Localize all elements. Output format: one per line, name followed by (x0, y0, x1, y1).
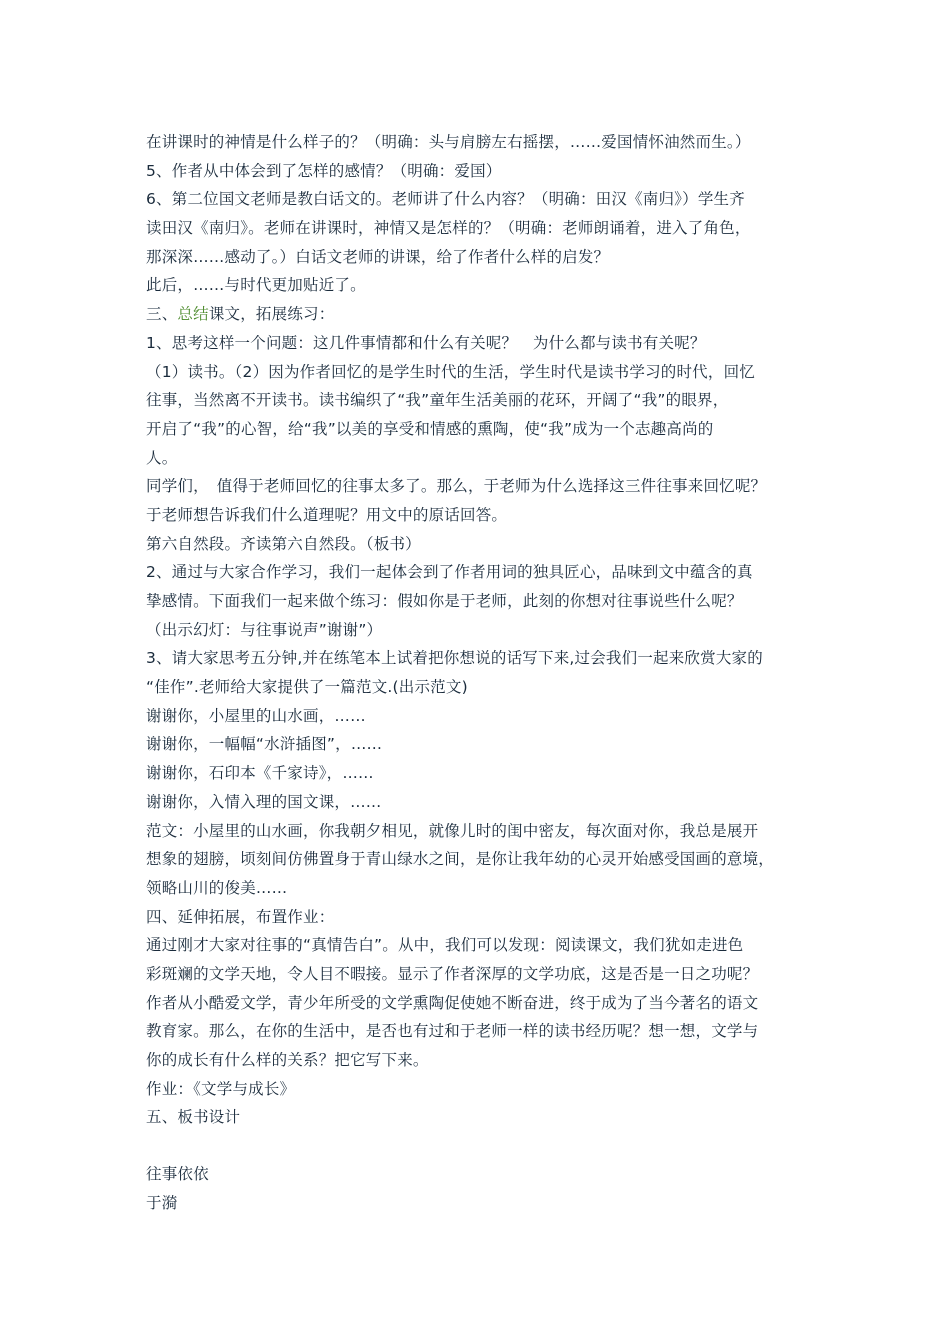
text-line: 第六自然段。齐读第六自然段。（板书） (146, 534, 421, 553)
text-line: （出示幻灯：与往事说声”谢谢”） (146, 620, 383, 639)
text-line: 挚感情。下面我们一起来做个练习：假如你是于老师，此刻的你想对往事说些什么呢？ (146, 592, 743, 610)
text-line: 领略山川的俊美…… (146, 878, 288, 897)
text-line: 范文：小屋里的山水画，你我朝夕相见，就像儿时的闺中密友，每次面对你，我总是展开 (146, 821, 759, 840)
text-line: 那深深……感动了。）白话文老师的讲课，给了作者什么样的启发？ (146, 247, 610, 266)
board-design (146, 1160, 816, 1217)
text-line: 谢谢你，一幅幅“水浒插图”，…… (146, 735, 383, 754)
text-line: 人。 (146, 448, 178, 467)
text-line: 于老师想告诉我们什么道理呢？用文中的原话回答。 (146, 505, 508, 524)
text-line: 在讲课时的神情是什么样子的？（明确：头与肩膀左右摇摆，……爱国情怀油然而生。） (146, 133, 751, 151)
text-line: 读田汉《南归》。老师在讲课时，神情又是怎样的？（明确：老师朗诵着，进入了角色， (146, 219, 751, 238)
text-line: （1）读书。（2）因为作者回忆的是学生时代的生活，学生时代是读书学习的时代，回忆 (146, 362, 755, 381)
text-line: 3、请大家思考五分钟,并在练笔本上试着把你想说的话写下来,过会我们一起来欣赏大家的 (146, 649, 763, 668)
text-line: 你的成长有什么样的关系？把它写下来。 (146, 1051, 429, 1069)
highlighted-word: 总结 (177, 305, 209, 324)
board-author: 于漪 (146, 1193, 178, 1212)
text-line: “佳作”.老师给大家提供了一篇范文.(出示范文) (146, 678, 468, 697)
text-line: 作者从小酷爱文学，青少年所受的文学熏陶促使她不断奋进，终于成为了当今著名的语文 (146, 993, 759, 1012)
text-line: 往事，当然离不开读书。读书编织了“我”童年生活美丽的花环，开阔了“我”的眼界， (146, 391, 729, 410)
text-line: 作业：《文学与成长》 (146, 1079, 296, 1098)
text-line: 1、思考这样一个问题：这几件事情都和什么有关呢？ 为什么都与读书有关呢？ (146, 333, 706, 352)
text-line: 谢谢你，入情入理的国文课，…… (146, 792, 382, 811)
text-line: 开启了“我”的心智，给“我”以美的享受和情感的熏陶，使“我”成为一个志趣高尚的 (146, 419, 714, 438)
text-line: 6、第二位国文老师是教白话文的。老师讲了什么内容？（明确：田汉《南归》）学生齐 (146, 190, 745, 209)
spacer (146, 1132, 816, 1160)
body-text (146, 128, 816, 1132)
text-line: 想象的翅膀，顷刻间仿佛置身于青山绿水之间，是你让我年幼的心灵开始感受国画的意境， (146, 850, 775, 869)
heading-prefix: 三、 (146, 305, 178, 324)
text-line: 四、延伸拓展，布置作业： (146, 907, 335, 926)
section-heading-summary (146, 300, 816, 329)
board-title: 往事依依 (146, 1165, 209, 1184)
text-line: 通过刚才大家对往事的“真情告白”。从中，我们可以发现：阅读课文，我们犹如走进色 (146, 936, 744, 955)
text-line: 教育家。那么，在你的生活中，是否也有过和于老师一样的读书经历呢？想一想，文学与 (146, 1022, 759, 1041)
text-line: 此后，……与时代更加贴近了。 (146, 276, 366, 295)
text-line: 五、板书设计 (146, 1108, 241, 1127)
text-line: 彩斑斓的文学天地，令人目不暇接。显示了作者深厚的文学功底，这是否是一日之功呢？ (146, 964, 759, 983)
text-line: 5、作者从中体会到了怎样的感情？（明确：爱国） (146, 161, 502, 180)
heading-suffix: 课文，拓展练习： (208, 305, 335, 324)
text-line: 谢谢你，小屋里的山水画，…… (146, 706, 366, 725)
text-line: 同学们， 值得于老师回忆的往事太多了。那么，于老师为什么选择这三件往事来回忆呢？ (146, 477, 767, 496)
document-page (146, 128, 816, 1217)
text-line: 2、通过与大家合作学习，我们一起体会到了作者用词的独具匠心，品味到文中蕴含的真 (146, 563, 753, 582)
text-line: 谢谢你，石印本《千家诗》，…… (146, 764, 374, 783)
